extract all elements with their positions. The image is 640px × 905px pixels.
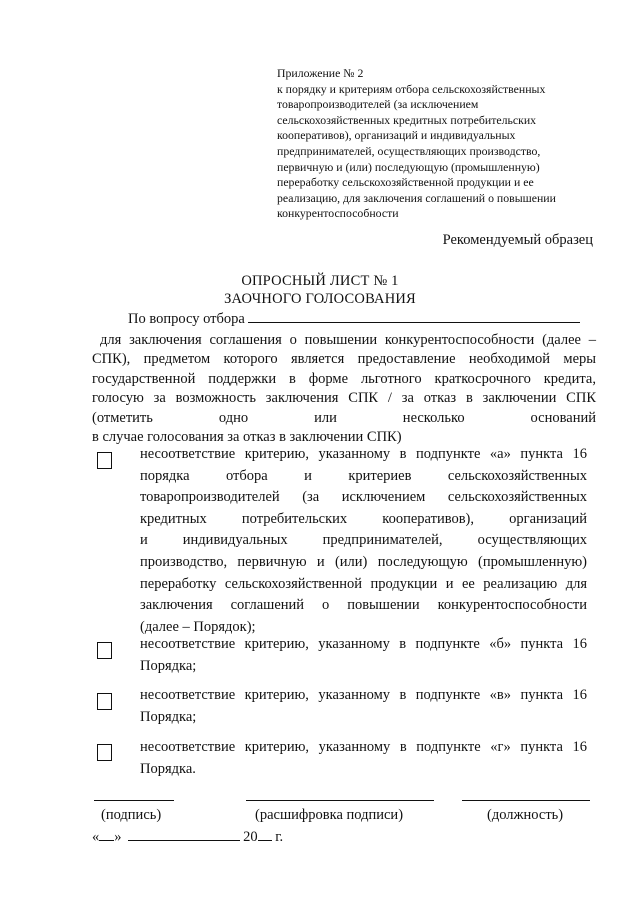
question-row (128, 310, 580, 328)
option-v-checkbox[interactable] (97, 693, 112, 710)
intro-line: голосую за возможность заключения СПК / за отказ в заключении СПК (92, 390, 596, 407)
name-label: (расшифровка подписи) (255, 807, 404, 823)
appendix-line: переработку сельскохозяйственной продукции и ее (277, 175, 534, 190)
form-title: ОПРОСНЫЙ ЛИСТ № 1 (241, 273, 399, 289)
date-close-quote: » (114, 829, 122, 845)
intro-line: (отметить одно или несколько оснований (92, 409, 596, 426)
appendix-line: Приложение № 2 (277, 66, 364, 80)
option-g-text (140, 737, 587, 780)
option-v-text (140, 685, 587, 728)
sample-label: Рекомендуемый образец (442, 232, 593, 248)
year-prefix: 20 (243, 829, 258, 845)
position-label: (должность) (487, 807, 564, 823)
option-line: заключения соглашений о повышении конкурентоспособности (140, 597, 587, 614)
option-b-text (140, 634, 587, 677)
question-blank-field[interactable] (248, 310, 580, 323)
appendix-line: сельскохозяйственных кредитных потребительских (277, 112, 537, 127)
option-line: Порядка; (140, 657, 197, 674)
name-blank-field[interactable] (246, 800, 434, 801)
date-row (92, 828, 283, 846)
option-line: переработку сельскохозяйственной продукции и ее реализацию для (140, 575, 587, 592)
intro-paragraph (92, 331, 596, 447)
option-a-text (140, 444, 587, 638)
signature-blank-field[interactable] (94, 800, 174, 801)
option-line: несоответствие критерию, указанному в подпункте «а» пункта 16 (140, 446, 587, 462)
option-b-checkbox[interactable] (97, 642, 112, 659)
appendix-line: товаропроизводителей (за исключением (277, 97, 479, 112)
question-label: По вопросу отбора (128, 311, 245, 327)
option-line: и индивидуальных предпринимателей, осуществляющих (140, 532, 587, 549)
option-line: несоответствие критерию, указанному в подпункте «в» пункта 16 (140, 687, 587, 703)
appendix-line: кооперативов), организаций и индивидуальных (277, 128, 516, 143)
appendix-line: реализацию, для заключения соглашений о повышении (277, 190, 556, 205)
option-line: товаропроизводителей (за исключением сельскохозяйственных (140, 489, 587, 506)
form-subtitle: ЗАОЧНОГО ГОЛОСОВАНИЯ (224, 291, 416, 307)
intro-line: СПК), предметом которого является предоставление необходимой меры (92, 351, 596, 368)
option-line: кредитных потребительских кооперативов), организаций (140, 510, 587, 527)
appendix-line: первичную и (или) последующую (промышленную) (277, 159, 540, 174)
position-blank-field[interactable] (462, 800, 590, 801)
option-a-checkbox[interactable] (97, 452, 112, 469)
option-line: несоответствие критерию, указанному в подпункте «б» пункта 16 (140, 636, 587, 652)
option-g-checkbox[interactable] (97, 744, 112, 761)
appendix-line: конкурентоспособности (277, 206, 399, 221)
appendix-line: к порядку и критериям отбора сельскохозяйственных (277, 81, 546, 96)
intro-line: для заключения соглашения о повышении конкурентоспособности (далее – (100, 332, 596, 348)
appendix-line: предпринимателей, осуществляющих производство, (277, 143, 541, 158)
option-line: Порядка. (140, 760, 196, 777)
year-suffix: г. (275, 829, 284, 845)
date-open-quote: « (92, 829, 100, 845)
option-line: несоответствие критерию, указанному в подпункте «г» пункта 16 (140, 739, 587, 755)
option-line: порядка отбора и критериев сельскохозяйственных (140, 467, 587, 484)
option-line: Порядка; (140, 708, 197, 725)
year-blank-field[interactable] (258, 828, 272, 841)
intro-line: в случае голосования за отказ в заключении СПК) (92, 429, 402, 446)
signature-label: (подпись) (101, 807, 162, 823)
day-blank-field[interactable] (99, 828, 114, 841)
intro-line: государственной поддержки в форме льготного краткосрочного кредита, (92, 370, 596, 387)
month-blank-field[interactable] (128, 828, 240, 841)
option-line: производство, первичную и (или) последующую (промышленную) (140, 553, 587, 570)
option-line: (далее – Порядок); (140, 618, 256, 635)
appendix-header (277, 66, 597, 222)
